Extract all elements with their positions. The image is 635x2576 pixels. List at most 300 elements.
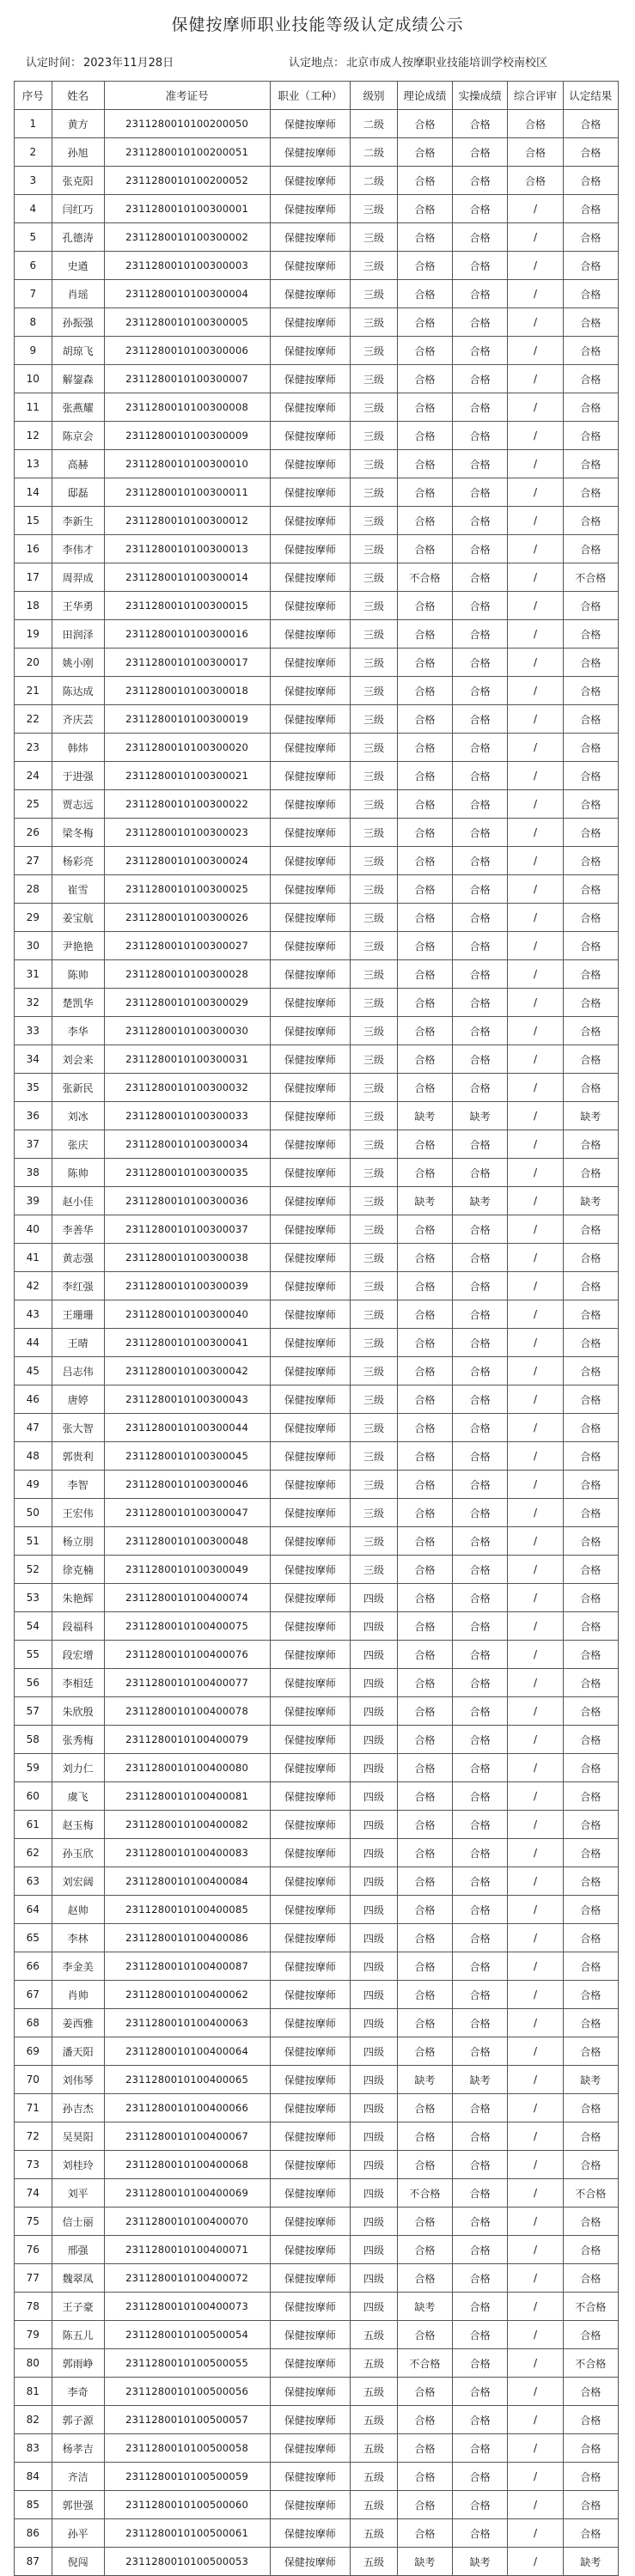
cell-theory-score: 缺考 xyxy=(397,1187,452,1215)
cell-occupation: 保健按摩师 xyxy=(270,2434,351,2463)
cell-level: 三级 xyxy=(351,308,397,337)
cell-name: 刘平 xyxy=(52,2179,104,2208)
cell-theory-score: 合格 xyxy=(397,2094,452,2122)
cell-name: 刘桂玲 xyxy=(52,2151,104,2179)
cell-final-result: 合格 xyxy=(563,592,618,620)
table-row xyxy=(15,2519,619,2548)
cell-practical-score: 合格 xyxy=(453,989,508,1017)
cell-index: 60 xyxy=(15,1782,52,1811)
cell-practical-score: 合格 xyxy=(453,2179,508,2208)
cell-exam-number: 2311280010100300028 xyxy=(104,960,270,989)
table-row xyxy=(15,1102,619,1130)
cell-practical-score: 合格 xyxy=(453,1074,508,1102)
cell-comprehensive-review: / xyxy=(508,535,563,563)
cell-index: 53 xyxy=(15,1584,52,1612)
cell-final-result: 合格 xyxy=(563,847,618,875)
table-row xyxy=(15,2066,619,2094)
cell-level: 四级 xyxy=(351,1981,397,2009)
cell-final-result: 不合格 xyxy=(563,2179,618,2208)
cell-index: 32 xyxy=(15,989,52,1017)
cell-comprehensive-review: / xyxy=(508,592,563,620)
table-row xyxy=(15,1896,619,1924)
cell-final-result: 合格 xyxy=(563,932,618,960)
cell-index: 73 xyxy=(15,2151,52,2179)
cell-name: 刘冰 xyxy=(52,1102,104,1130)
cell-final-result: 合格 xyxy=(563,393,618,422)
cell-occupation: 保健按摩师 xyxy=(270,904,351,932)
cell-exam-number: 2311280010100300022 xyxy=(104,790,270,819)
cell-final-result: 合格 xyxy=(563,1782,618,1811)
cell-exam-number: 2311280010100300013 xyxy=(104,535,270,563)
cell-final-result: 合格 xyxy=(563,1159,618,1187)
cell-name: 李奇 xyxy=(52,2378,104,2406)
cell-theory-score: 合格 xyxy=(397,2378,452,2406)
cell-name: 胡琼飞 xyxy=(52,337,104,365)
cell-level: 三级 xyxy=(351,337,397,365)
cell-final-result: 合格 xyxy=(563,1045,618,1074)
cell-occupation: 保健按摩师 xyxy=(270,1952,351,1981)
cell-occupation: 保健按摩师 xyxy=(270,1584,351,1612)
cell-final-result: 合格 xyxy=(563,2009,618,2037)
cell-occupation: 保健按摩师 xyxy=(270,1924,351,1952)
cell-exam-number: 2311280010100300043 xyxy=(104,1385,270,1414)
exam-location-value: 北京市成人按摩职业技能培训学校南校区 xyxy=(346,57,548,70)
table-row xyxy=(15,2434,619,2463)
cell-index: 49 xyxy=(15,1471,52,1499)
cell-comprehensive-review: / xyxy=(508,1272,563,1300)
cell-occupation: 保健按摩师 xyxy=(270,2463,351,2491)
cell-comprehensive-review: / xyxy=(508,478,563,507)
table-row xyxy=(15,2009,619,2037)
cell-practical-score: 合格 xyxy=(453,337,508,365)
table-row xyxy=(15,1442,619,1471)
cell-theory-score: 合格 xyxy=(397,308,452,337)
cell-name: 陈五儿 xyxy=(52,2321,104,2349)
cell-practical-score: 合格 xyxy=(453,2151,508,2179)
cell-occupation: 保健按摩师 xyxy=(270,790,351,819)
cell-occupation: 保健按摩师 xyxy=(270,507,351,535)
cell-theory-score: 合格 xyxy=(397,1839,452,1867)
cell-name: 肖瑶 xyxy=(52,280,104,308)
cell-name: 杨立朋 xyxy=(52,1527,104,1556)
cell-name: 解鋆森 xyxy=(52,365,104,393)
cell-level: 三级 xyxy=(351,1329,397,1357)
cell-name: 虞飞 xyxy=(52,1782,104,1811)
cell-final-result: 合格 xyxy=(563,705,618,734)
cell-occupation: 保健按摩师 xyxy=(270,535,351,563)
cell-theory-score: 合格 xyxy=(397,478,452,507)
cell-comprehensive-review: / xyxy=(508,2066,563,2094)
cell-index: 33 xyxy=(15,1017,52,1045)
header-practical-score: 实操成绩 xyxy=(453,82,508,110)
cell-level: 四级 xyxy=(351,2151,397,2179)
cell-theory-score: 合格 xyxy=(397,1130,452,1159)
cell-comprehensive-review: / xyxy=(508,563,563,592)
cell-index: 28 xyxy=(15,875,52,904)
cell-theory-score: 合格 xyxy=(397,1159,452,1187)
cell-theory-score: 合格 xyxy=(397,1527,452,1556)
cell-final-result: 合格 xyxy=(563,2321,618,2349)
cell-occupation: 保健按摩师 xyxy=(270,1726,351,1754)
cell-comprehensive-review: / xyxy=(508,1556,563,1584)
cell-exam-number: 2311280010100400079 xyxy=(104,1726,270,1754)
cell-practical-score: 合格 xyxy=(453,1499,508,1527)
cell-exam-number: 2311280010100300040 xyxy=(104,1300,270,1329)
cell-final-result: 合格 xyxy=(563,677,618,705)
cell-comprehensive-review: / xyxy=(508,2037,563,2066)
cell-occupation: 保健按摩师 xyxy=(270,1244,351,1272)
cell-exam-number: 2311280010100400070 xyxy=(104,2208,270,2236)
cell-name: 姜宝航 xyxy=(52,904,104,932)
cell-theory-score: 合格 xyxy=(397,280,452,308)
cell-level: 三级 xyxy=(351,507,397,535)
cell-name: 姚小刚 xyxy=(52,649,104,677)
cell-practical-score: 合格 xyxy=(453,2434,508,2463)
cell-final-result: 合格 xyxy=(563,2491,618,2519)
cell-index: 6 xyxy=(15,252,52,280)
cell-occupation: 保健按摩师 xyxy=(270,195,351,223)
cell-level: 三级 xyxy=(351,223,397,252)
cell-final-result: 合格 xyxy=(563,195,618,223)
cell-practical-score: 合格 xyxy=(453,1527,508,1556)
cell-level: 四级 xyxy=(351,1697,397,1726)
cell-final-result: 合格 xyxy=(563,2208,618,2236)
table-row xyxy=(15,1130,619,1159)
cell-index: 85 xyxy=(15,2491,52,2519)
cell-index: 48 xyxy=(15,1442,52,1471)
cell-comprehensive-review: / xyxy=(508,2406,563,2434)
cell-exam-number: 2311280010100400078 xyxy=(104,1697,270,1726)
cell-occupation: 保健按摩师 xyxy=(270,2009,351,2037)
cell-final-result: 合格 xyxy=(563,1952,618,1981)
cell-index: 21 xyxy=(15,677,52,705)
cell-name: 邸磊 xyxy=(52,478,104,507)
cell-level: 五级 xyxy=(351,2321,397,2349)
cell-name: 孙吉杰 xyxy=(52,2094,104,2122)
cell-exam-number: 2311280010100300032 xyxy=(104,1074,270,1102)
cell-final-result: 合格 xyxy=(563,1612,618,1641)
cell-theory-score: 缺考 xyxy=(397,2066,452,2094)
cell-practical-score: 合格 xyxy=(453,620,508,649)
cell-comprehensive-review: / xyxy=(508,393,563,422)
cell-level: 三级 xyxy=(351,1272,397,1300)
cell-name: 朱艳辉 xyxy=(52,1584,104,1612)
cell-level: 三级 xyxy=(351,422,397,450)
cell-occupation: 保健按摩师 xyxy=(270,875,351,904)
cell-comprehensive-review: 合格 xyxy=(508,138,563,167)
cell-index: 68 xyxy=(15,2009,52,2037)
cell-theory-score: 合格 xyxy=(397,1754,452,1782)
cell-comprehensive-review: / xyxy=(508,790,563,819)
cell-practical-score: 合格 xyxy=(453,2349,508,2378)
cell-comprehensive-review: / xyxy=(508,1867,563,1896)
cell-occupation: 保健按摩师 xyxy=(270,960,351,989)
cell-name: 齐洁 xyxy=(52,2463,104,2491)
cell-index: 78 xyxy=(15,2293,52,2321)
cell-theory-score: 合格 xyxy=(397,1867,452,1896)
cell-final-result: 合格 xyxy=(563,223,618,252)
cell-name: 吕志伟 xyxy=(52,1357,104,1385)
cell-practical-score: 合格 xyxy=(453,1669,508,1697)
table-row xyxy=(15,1272,619,1300)
header-occupation: 职业（工种） xyxy=(270,82,351,110)
table-row xyxy=(15,1300,619,1329)
cell-theory-score: 不合格 xyxy=(397,2349,452,2378)
cell-index: 52 xyxy=(15,1556,52,1584)
cell-level: 三级 xyxy=(351,1357,397,1385)
cell-practical-score: 合格 xyxy=(453,1329,508,1357)
cell-exam-number: 2311280010100400063 xyxy=(104,2009,270,2037)
cell-level: 三级 xyxy=(351,1556,397,1584)
table-row xyxy=(15,677,619,705)
cell-practical-score: 合格 xyxy=(453,1697,508,1726)
cell-theory-score: 合格 xyxy=(397,2037,452,2066)
cell-final-result: 合格 xyxy=(563,1811,618,1839)
cell-index: 24 xyxy=(15,762,52,790)
cell-theory-score: 缺考 xyxy=(397,1102,452,1130)
cell-exam-number: 2311280010100500059 xyxy=(104,2463,270,2491)
cell-name: 张庆 xyxy=(52,1130,104,1159)
cell-name: 信士丽 xyxy=(52,2208,104,2236)
cell-occupation: 保健按摩师 xyxy=(270,1442,351,1471)
cell-occupation: 保健按摩师 xyxy=(270,280,351,308)
cell-final-result: 合格 xyxy=(563,2236,618,2264)
cell-theory-score: 合格 xyxy=(397,2321,452,2349)
cell-index: 55 xyxy=(15,1641,52,1669)
cell-name: 段宏增 xyxy=(52,1641,104,1669)
cell-name: 史遒 xyxy=(52,252,104,280)
cell-final-result: 合格 xyxy=(563,1556,618,1584)
cell-final-result: 合格 xyxy=(563,1471,618,1499)
cell-practical-score: 合格 xyxy=(453,1924,508,1952)
cell-practical-score: 缺考 xyxy=(453,2066,508,2094)
cell-exam-number: 2311280010100300044 xyxy=(104,1414,270,1442)
header-name: 姓名 xyxy=(52,82,104,110)
cell-level: 二级 xyxy=(351,138,397,167)
cell-occupation: 保健按摩师 xyxy=(270,1187,351,1215)
cell-level: 三级 xyxy=(351,1527,397,1556)
cell-name: 王子豪 xyxy=(52,2293,104,2321)
cell-name: 魏翠凤 xyxy=(52,2264,104,2293)
table-row xyxy=(15,2349,619,2378)
cell-level: 三级 xyxy=(351,960,397,989)
cell-practical-score: 合格 xyxy=(453,734,508,762)
cell-index: 54 xyxy=(15,1612,52,1641)
table-row xyxy=(15,649,619,677)
cell-exam-number: 2311280010100400086 xyxy=(104,1924,270,1952)
cell-index: 19 xyxy=(15,620,52,649)
table-row xyxy=(15,2491,619,2519)
cell-exam-number: 2311280010100400077 xyxy=(104,1669,270,1697)
cell-comprehensive-review: / xyxy=(508,1102,563,1130)
cell-practical-score: 合格 xyxy=(453,393,508,422)
table-row xyxy=(15,478,619,507)
cell-theory-score: 合格 xyxy=(397,1782,452,1811)
cell-occupation: 保健按摩师 xyxy=(270,1300,351,1329)
table-row xyxy=(15,2179,619,2208)
cell-occupation: 保健按摩师 xyxy=(270,1130,351,1159)
cell-occupation: 保健按摩师 xyxy=(270,1329,351,1357)
cell-name: 刘宏阔 xyxy=(52,1867,104,1896)
cell-level: 三级 xyxy=(351,535,397,563)
cell-theory-score: 合格 xyxy=(397,649,452,677)
cell-practical-score: 合格 xyxy=(453,1754,508,1782)
cell-comprehensive-review: / xyxy=(508,1414,563,1442)
cell-theory-score: 合格 xyxy=(397,167,452,195)
cell-practical-score: 合格 xyxy=(453,1272,508,1300)
cell-exam-number: 2311280010100300012 xyxy=(104,507,270,535)
cell-comprehensive-review: / xyxy=(508,2519,563,2548)
page-title: 保健按摩师职业技能等级认定成绩公示 xyxy=(171,15,464,34)
cell-practical-score: 合格 xyxy=(453,1159,508,1187)
table-row xyxy=(15,422,619,450)
table-row xyxy=(15,989,619,1017)
table-row xyxy=(15,1669,619,1697)
cell-exam-number: 2311280010100400083 xyxy=(104,1839,270,1867)
cell-final-result: 合格 xyxy=(563,167,618,195)
cell-index: 71 xyxy=(15,2094,52,2122)
cell-practical-score: 合格 xyxy=(453,110,508,138)
cell-name: 陈帅 xyxy=(52,1159,104,1187)
cell-final-result: 合格 xyxy=(563,734,618,762)
cell-name: 孙平 xyxy=(52,2519,104,2548)
cell-occupation: 保健按摩师 xyxy=(270,2179,351,2208)
cell-index: 84 xyxy=(15,2463,52,2491)
cell-occupation: 保健按摩师 xyxy=(270,478,351,507)
table-row xyxy=(15,1499,619,1527)
cell-level: 四级 xyxy=(351,1782,397,1811)
cell-exam-number: 2311280010100400073 xyxy=(104,2293,270,2321)
cell-exam-number: 2311280010100300014 xyxy=(104,563,270,592)
cell-practical-score: 合格 xyxy=(453,2321,508,2349)
cell-practical-score: 合格 xyxy=(453,2378,508,2406)
cell-theory-score: 合格 xyxy=(397,1414,452,1442)
cell-final-result: 合格 xyxy=(563,1896,618,1924)
cell-comprehensive-review: / xyxy=(508,1244,563,1272)
cell-level: 三级 xyxy=(351,1244,397,1272)
cell-exam-number: 2311280010100300016 xyxy=(104,620,270,649)
cell-practical-score: 合格 xyxy=(453,2208,508,2236)
cell-final-result: 不合格 xyxy=(563,2349,618,2378)
cell-theory-score: 合格 xyxy=(397,365,452,393)
table-row xyxy=(15,1471,619,1499)
cell-final-result: 不合格 xyxy=(563,2293,618,2321)
cell-name: 陈帅 xyxy=(52,960,104,989)
cell-exam-number: 2311280010100300017 xyxy=(104,649,270,677)
cell-theory-score: 合格 xyxy=(397,932,452,960)
cell-comprehensive-review: / xyxy=(508,507,563,535)
cell-occupation: 保健按摩师 xyxy=(270,422,351,450)
cell-final-result: 合格 xyxy=(563,1499,618,1527)
cell-practical-score: 合格 xyxy=(453,280,508,308)
table-row xyxy=(15,2378,619,2406)
cell-comprehensive-review: / xyxy=(508,1045,563,1074)
cell-exam-number: 2311280010100300034 xyxy=(104,1130,270,1159)
cell-occupation: 保健按摩师 xyxy=(270,2378,351,2406)
cell-final-result: 合格 xyxy=(563,2406,618,2434)
table-row xyxy=(15,337,619,365)
cell-index: 37 xyxy=(15,1130,52,1159)
cell-theory-score: 合格 xyxy=(397,989,452,1017)
cell-practical-score: 合格 xyxy=(453,138,508,167)
cell-name: 孔德涛 xyxy=(52,223,104,252)
cell-index: 30 xyxy=(15,932,52,960)
cell-level: 二级 xyxy=(351,167,397,195)
cell-final-result: 合格 xyxy=(563,762,618,790)
cell-theory-score: 不合格 xyxy=(397,2179,452,2208)
cell-final-result: 合格 xyxy=(563,1527,618,1556)
cell-comprehensive-review: / xyxy=(508,1924,563,1952)
cell-comprehensive-review: / xyxy=(508,1385,563,1414)
cell-occupation: 保健按摩师 xyxy=(270,223,351,252)
cell-occupation: 保健按摩师 xyxy=(270,450,351,478)
cell-index: 65 xyxy=(15,1924,52,1952)
cell-theory-score: 合格 xyxy=(397,1726,452,1754)
cell-exam-number: 2311280010100300033 xyxy=(104,1102,270,1130)
cell-practical-score: 合格 xyxy=(453,705,508,734)
cell-practical-score: 合格 xyxy=(453,1726,508,1754)
cell-exam-number: 2311280010100300006 xyxy=(104,337,270,365)
table-row xyxy=(15,1952,619,1981)
cell-name: 于进强 xyxy=(52,762,104,790)
cell-final-result: 合格 xyxy=(563,1385,618,1414)
cell-index: 4 xyxy=(15,195,52,223)
cell-index: 75 xyxy=(15,2208,52,2236)
cell-index: 81 xyxy=(15,2378,52,2406)
cell-name: 赵小佳 xyxy=(52,1187,104,1215)
table-row xyxy=(15,2236,619,2264)
cell-index: 59 xyxy=(15,1754,52,1782)
cell-exam-number: 2311280010100300023 xyxy=(104,819,270,847)
table-row xyxy=(15,1754,619,1782)
cell-theory-score: 合格 xyxy=(397,422,452,450)
cell-final-result: 合格 xyxy=(563,649,618,677)
cell-name: 梁冬梅 xyxy=(52,819,104,847)
cell-name: 周羿成 xyxy=(52,563,104,592)
cell-comprehensive-review: / xyxy=(508,2264,563,2293)
cell-exam-number: 2311280010100400082 xyxy=(104,1811,270,1839)
cell-theory-score: 合格 xyxy=(397,1952,452,1981)
cell-practical-score: 合格 xyxy=(453,1641,508,1669)
cell-level: 四级 xyxy=(351,2236,397,2264)
cell-practical-score: 合格 xyxy=(453,1896,508,1924)
cell-final-result: 合格 xyxy=(563,2094,618,2122)
cell-comprehensive-review: / xyxy=(508,1896,563,1924)
table-row xyxy=(15,1074,619,1102)
cell-exam-number: 2311280010100300024 xyxy=(104,847,270,875)
cell-level: 三级 xyxy=(351,1499,397,1527)
cell-comprehensive-review: 合格 xyxy=(508,110,563,138)
cell-practical-score: 合格 xyxy=(453,450,508,478)
table-header-row xyxy=(15,82,619,110)
cell-level: 四级 xyxy=(351,1839,397,1867)
table-row xyxy=(15,2208,619,2236)
cell-occupation: 保健按摩师 xyxy=(270,2264,351,2293)
table-row xyxy=(15,138,619,167)
cell-occupation: 保健按摩师 xyxy=(270,1045,351,1074)
cell-index: 79 xyxy=(15,2321,52,2349)
cell-comprehensive-review: / xyxy=(508,1074,563,1102)
cell-name: 郭雨峥 xyxy=(52,2349,104,2378)
cell-theory-score: 合格 xyxy=(397,1272,452,1300)
cell-final-result: 合格 xyxy=(563,1584,618,1612)
cell-theory-score: 合格 xyxy=(397,507,452,535)
cell-final-result: 合格 xyxy=(563,1867,618,1896)
cell-exam-number: 2311280010100300036 xyxy=(104,1187,270,1215)
cell-practical-score: 合格 xyxy=(453,1839,508,1867)
cell-occupation: 保健按摩师 xyxy=(270,2491,351,2519)
table-row xyxy=(15,819,619,847)
